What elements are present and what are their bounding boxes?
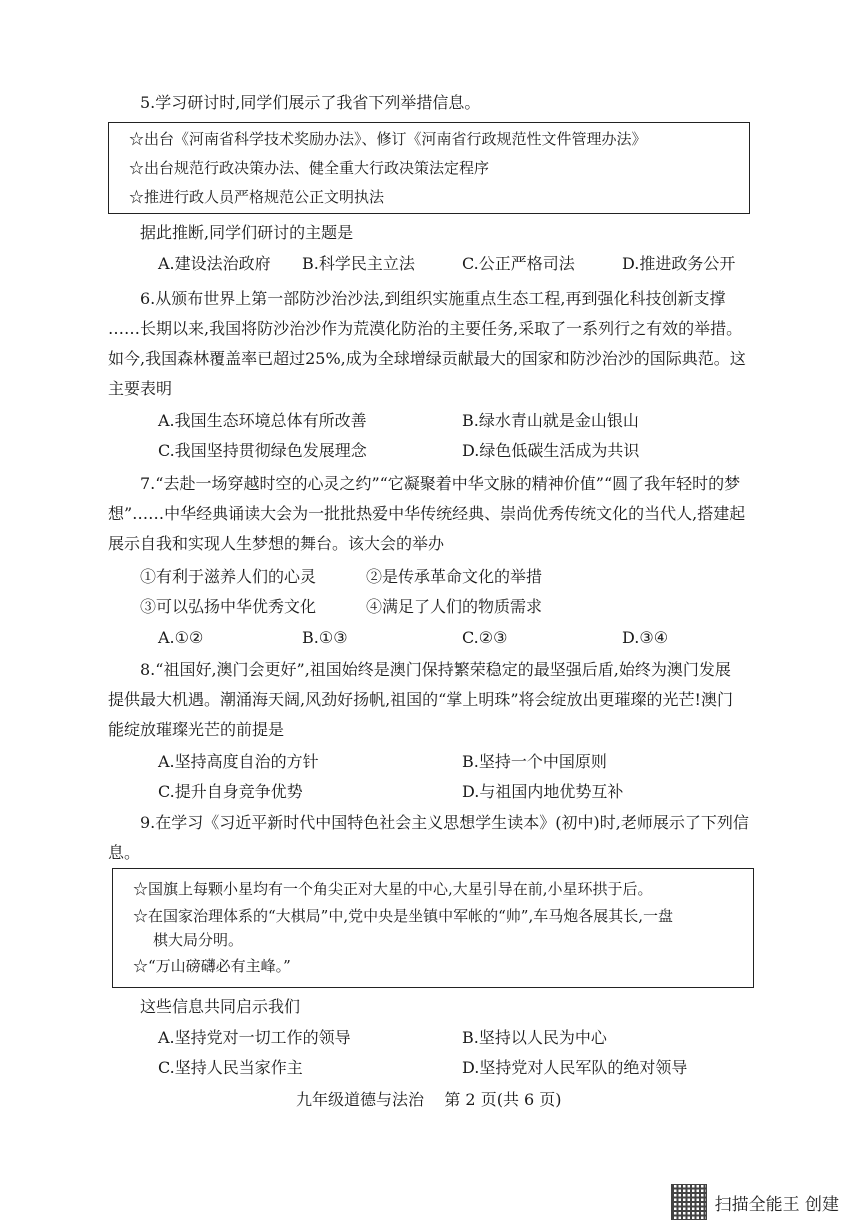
q6-option-d: D.绿色低碳生活成为共识 bbox=[462, 441, 640, 460]
q8-stem-line: 能绽放璀璨光芒的前提是 bbox=[108, 720, 285, 739]
watermark-text: 扫描全能王 创建 bbox=[714, 1194, 839, 1215]
q7-option-a: A.①② bbox=[158, 628, 204, 647]
q5-box-line: ☆推进行政人员严格规范公正文明执法 bbox=[129, 188, 385, 206]
q7-item-4: ④满足了人们的物质需求 bbox=[366, 597, 543, 616]
q9-option-c: C.坚持人民当家作主 bbox=[158, 1058, 303, 1077]
q7-item-2: ②是传承革命文化的举措 bbox=[366, 567, 543, 586]
qr-code-icon bbox=[671, 1184, 707, 1220]
q5-option-b: B.科学民主立法 bbox=[302, 254, 415, 273]
q9-box-line: ☆“万山磅礴必有主峰。” bbox=[133, 957, 291, 975]
q7-stem-line: 7.“去赴一场穿越时空的心灵之约”“它凝聚着中华文脉的精神价值”“圆了我年轻时的梦 bbox=[140, 474, 741, 493]
q8-option-a: A.坚持高度自治的方针 bbox=[158, 752, 319, 771]
q7-option-d: D.③④ bbox=[622, 628, 669, 647]
q9-stem-line: 9.在学习《习近平新时代中国特色社会主义思想学生读本》(初中)时,老师展示了下列信 bbox=[140, 813, 749, 832]
q9-ask: 这些信息共同启示我们 bbox=[140, 997, 301, 1016]
q6-stem-line: 6.从颁布世界上第一部防沙治沙法,到组织实施重点生态工程,再到强化科技创新支撑 bbox=[140, 289, 726, 308]
q9-info-box bbox=[112, 868, 754, 988]
q5-info-box bbox=[108, 122, 750, 214]
q5-box-line: ☆出台《河南省科学技术奖励办法》、修订《河南省行政规范性文件管理办法》 bbox=[129, 130, 647, 148]
q9-option-b: B.坚持以人民为中心 bbox=[462, 1028, 607, 1047]
q9-stem-line: 息。 bbox=[108, 843, 141, 862]
q5-option-c: C.公正严格司法 bbox=[462, 254, 575, 273]
q8-option-b: B.坚持一个中国原则 bbox=[462, 752, 607, 771]
q8-stem-line: 提供最大机遇。潮涌海天阔,风劲好扬帆,祖国的“掌上明珠”将会绽放出更璀璨的光芒!澳门 bbox=[108, 690, 733, 709]
q5-option-d: D.推进政务公开 bbox=[622, 254, 736, 273]
q6-stem-line: ……长期以来,我国将防沙治沙作为荒漠化防治的主要任务,采取了一系列行之有效的举措。 bbox=[108, 319, 743, 338]
q6-option-c: C.我国坚持贯彻绿色发展理念 bbox=[158, 441, 367, 460]
q5-option-a: A.建设法治政府 bbox=[158, 254, 271, 273]
q7-option-b: B.①③ bbox=[302, 628, 348, 647]
q6-option-a: A.我国生态环境总体有所改善 bbox=[158, 411, 367, 430]
q9-box-line: ☆在国家治理体系的“大棋局”中,党中央是坐镇中军帐的“帅”,车马炮各展其长,一盘 bbox=[133, 907, 673, 925]
scanner-watermark bbox=[671, 1184, 839, 1220]
q6-stem-line: 主要表明 bbox=[108, 379, 173, 398]
q9-option-a: A.坚持党对一切工作的领导 bbox=[158, 1028, 351, 1047]
q7-stem-line: 想”……中华经典诵读大会为一批批热爱中华传统经典、崇尚优秀传统文化的当代人,搭建起 bbox=[108, 504, 746, 523]
q7-item-3: ③可以弘扬中华优秀文化 bbox=[140, 597, 317, 616]
q6-option-b: B.绿水青山就是金山银山 bbox=[462, 411, 639, 430]
q8-option-c: C.提升自身竞争优势 bbox=[158, 782, 303, 801]
q5-stem: 5.学习研讨时,同学们展示了我省下列举措信息。 bbox=[140, 93, 481, 112]
q7-item-1: ①有利于滋养人们的心灵 bbox=[140, 567, 317, 586]
q9-box-line: ☆国旗上每颗小星均有一个角尖正对大星的中心,大星引导在前,小星环拱于后。 bbox=[133, 880, 653, 898]
q9-option-d: D.坚持党对人民军队的绝对领导 bbox=[462, 1058, 688, 1077]
q7-stem-line: 展示自我和实现人生梦想的舞台。该大会的举办 bbox=[108, 534, 445, 553]
q8-stem-line: 8.“祖国好,澳门会更好”,祖国始终是澳门保持繁荣稳定的最坚强后盾,始终为澳门发展 bbox=[140, 660, 731, 679]
page-footer: 九年级道德与法治 第 2 页(共 6 页) bbox=[296, 1090, 562, 1109]
q5-box-line: ☆出台规范行政决策办法、健全重大行政决策法定程序 bbox=[129, 159, 490, 177]
q6-stem-line: 如今,我国森林覆盖率已超过25%,成为全球增绿贡献最大的国家和防沙治沙的国际典范。这 bbox=[108, 349, 746, 368]
q8-option-d: D.与祖国内地优势互补 bbox=[462, 782, 624, 801]
q7-option-c: C.②③ bbox=[462, 628, 508, 647]
q9-box-line: 棋大局分明。 bbox=[153, 931, 244, 949]
q5-ask: 据此推断,同学们研讨的主题是 bbox=[140, 223, 354, 242]
